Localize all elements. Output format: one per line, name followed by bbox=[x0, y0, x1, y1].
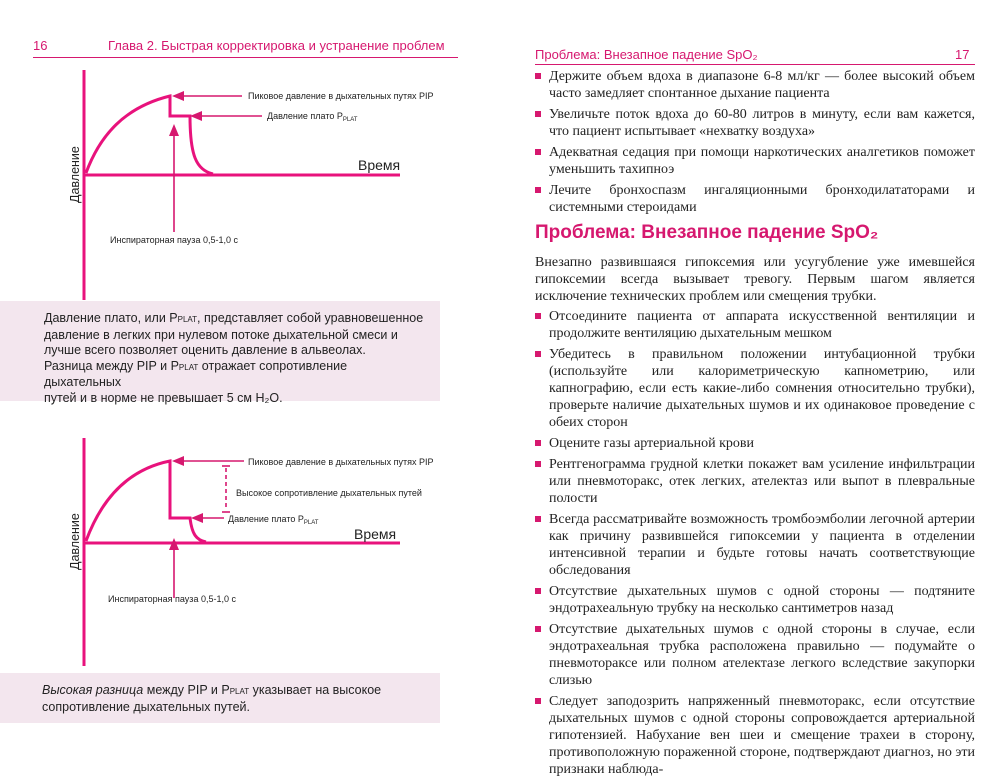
list-item: Отсоедините пациента от аппарата искусственной вентиляции и продолжите вентиляцию дыхательным мешком bbox=[535, 308, 975, 342]
section-body bbox=[535, 254, 975, 782]
list-item: Увеличьте поток вдоха до 60-80 литров в минуту, если вам кажется, что пациент испытывает «нехватку воздуха» bbox=[535, 106, 975, 140]
page-number-right: 17 bbox=[955, 47, 970, 62]
pip-label-1: Пиковое давление в дыхательных путях PIP bbox=[248, 91, 434, 101]
running-title: Проблема: Внезапное падение SpO₂ bbox=[535, 47, 758, 62]
pressure-curve-2 bbox=[86, 461, 206, 542]
note1-line3: лучше всего позволяет оценить давление в альвеолах. bbox=[44, 343, 366, 357]
pause-label-2: Инспираторная пауза 0,5-1,0 с bbox=[108, 594, 236, 604]
list-item: Отсутствие дыхательных шумов с одной стороны — подтяните эндотрахеальную трубку на несколько сантиметров назад bbox=[535, 583, 975, 617]
x-axis-label-1: Время bbox=[358, 157, 401, 173]
page-number-left: 16 bbox=[33, 38, 48, 53]
list-item: Оцените газы артериальной крови bbox=[535, 435, 975, 452]
plateau-arrow-2 bbox=[191, 513, 203, 523]
note1-line1: Давление плато, или PPLAT, представляет собой уравновешенное bbox=[44, 311, 424, 325]
note2-line2: сопротивление дыхательных путей. bbox=[42, 699, 250, 714]
pressure-time-figure-2 bbox=[0, 438, 500, 668]
pip-arrow-1 bbox=[172, 91, 184, 101]
section-intro: Внезапно развившаяся гипоксемия или усугубление уже имевшейся гипоксемии всегда вызывает тревогу. Первым шагом является исключение технических проблем или смещения трубки. bbox=[535, 255, 975, 304]
right-page bbox=[500, 0, 1000, 777]
note2-line1: Высокая разница между PIP и PPLAT указывает на высокое bbox=[42, 683, 382, 697]
top-bullet-list bbox=[535, 68, 975, 220]
note-high-resistance bbox=[0, 673, 440, 723]
list-item: Отсутствие дыхательных шумов с одной стороны в случае, если эндотрахеальная трубка расположена правильно — подумайте о пневмотораксе или полном ателектазе легкого вследствие закупорки слизью bbox=[535, 621, 975, 689]
header-rule-right bbox=[535, 64, 975, 65]
plateau-label-1: Давление плато $P_{PLAT}$ bbox=[267, 111, 358, 123]
header-rule-left bbox=[33, 57, 458, 58]
plateau-label-2: Давление плато $P_{PLAT}$ bbox=[228, 514, 319, 526]
plateau-arrow-1 bbox=[190, 111, 202, 121]
note1-line4: Разница между PIP и PPLAT отражает сопротивление дыхательных bbox=[44, 358, 348, 389]
section-title: Проблема: Внезапное падение SpO₂ bbox=[535, 222, 879, 243]
x-axis-label-2: Время bbox=[354, 526, 397, 542]
list-item: Убедитесь в правильном положении интубационной трубки (используйте или калориметрическую капнометрию, или капнографию, если есть какие-либо сомнения относительно трубки), проверьте наличие дыхательных шумов и их одинаковое проведение с обеих сторон bbox=[535, 346, 975, 431]
pip-arrow-2 bbox=[172, 456, 184, 466]
list-item: Адекватная седация при помощи наркотических аналгетиков поможет уменьшить тахипноэ bbox=[535, 144, 975, 178]
y-axis-label-1: Давление bbox=[68, 146, 82, 203]
list-item: Держите объем вдоха в диапазоне 6-8 мл/кг — более высокий объем часто замедляет спонтанное дыхание пациента bbox=[535, 68, 975, 102]
left-page bbox=[0, 0, 500, 752]
pip-label-2: Пиковое давление в дыхательных путях PIP bbox=[248, 457, 434, 467]
list-item: Всегда рассматривайте возможность тромбоэмболии легочной артерии как причину развившейся гипоксемии у пациента в отделении интенсивной терапии и будьте готовы начать соответствующие обследования bbox=[535, 511, 975, 579]
resistance-label: Высокое сопротивление дыхательных путей bbox=[236, 488, 422, 498]
note-plateau-pressure bbox=[0, 301, 440, 405]
pressure-curve-1 bbox=[86, 96, 213, 174]
y-axis-label-2: Давление bbox=[68, 513, 82, 570]
note1-line5: путей и в норме не превышает 5 см H₂O. bbox=[44, 390, 283, 405]
list-item: Следует заподозрить напряженный пневмоторакс, если отсутствие дыхательных шумов с одной стороны сопровождается артериальной гипотензией. Набухание вен шеи и смещение трахеи в сторону, противоположную пораженной стороне, подтверждают диагноз, но эти признаки наблюда- bbox=[535, 693, 975, 778]
pause-label-1: Инспираторная пауза 0,5-1,0 с bbox=[110, 235, 238, 245]
chapter-title: Глава 2. Быстрая корректировка и устранение проблем bbox=[108, 38, 445, 53]
pause-arrow-1 bbox=[169, 124, 179, 136]
note1-line2: давление в легких при нулевом потоке дыхательной смеси и bbox=[44, 327, 398, 342]
list-item: Лечите бронхоспазм ингаляционными бронходилататорами и системными стероидами bbox=[535, 182, 975, 216]
list-item: Рентгенограмма грудной клетки покажет вам усиление инфильтрации или пневмоторакс, отек легких, ателектаз или выпот в плевральные полости bbox=[535, 456, 975, 507]
